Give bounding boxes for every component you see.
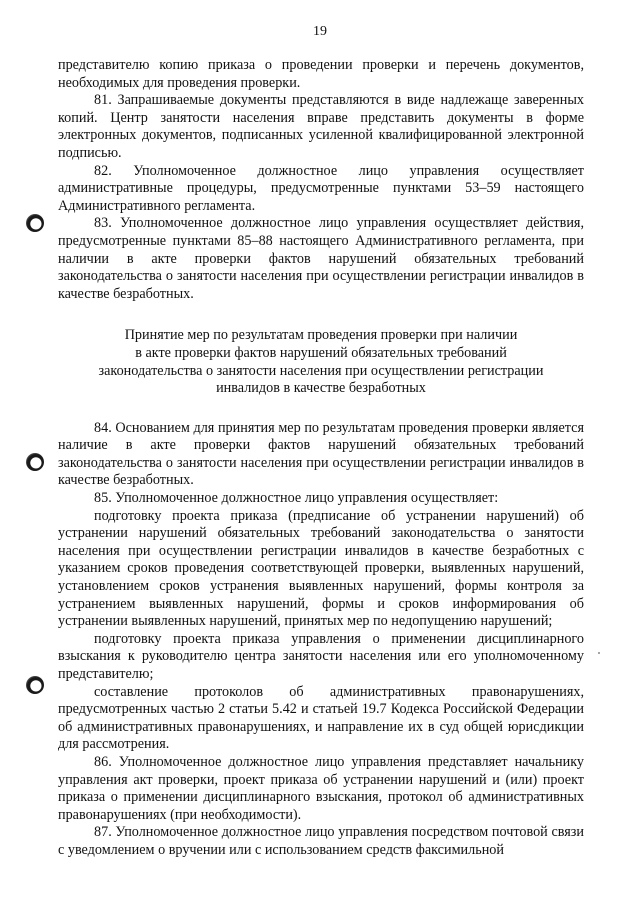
section-heading <box>58 327 584 397</box>
paragraph-83: 83. Уполномоченное должностное лицо управления осуществляет действия, предусмотренные пунктами 85–88 настоящего Административного регламента, при наличии в акте проверки фактов нарушений обязательных требований законодательства о занятости населения при осуществлении регистрации инвалидов в качестве безработных. <box>58 215 584 302</box>
paragraph-85: 85. Уполномоченное должностное лицо управления осуществляет: <box>94 490 499 507</box>
document-body <box>58 57 584 860</box>
paragraph-continuation: представителю копию приказа о проведении проверки и перечень документов, необходимых для проведения проверки. <box>58 57 584 91</box>
paragraph-85-item-2: подготовку проекта приказа управления о применении дисциплинарного взыскания к руководителю центра занятости населения или его уполномоченному представителю; <box>58 630 584 682</box>
paragraph-85-item-3: составление протоколов об административных правонарушениях, предусмотренных частью 2 статьи 5.42 и статьей 19.7 Кодекса Российской Федерации об административных правонарушениях, и направление их в суд общей юрисдикции для рассмотрения. <box>58 683 584 753</box>
page-number: 19 <box>313 24 327 39</box>
paragraph-85-item-1: подготовку проекта приказа (предписание об устранении нарушений) об устранении нарушений обязательных требований законодательства о занятости населения при осуществлении регистрации инвалидов в качестве безработных с указанием сроков проведения соответствующей проверки, выявленных нарушений, установлением сроков устранения выявленных нарушений, формы контроля за устранением выявленных нарушений, формы и сроков информирования об устранении выявленных нарушений, принятых мер по недопущению нарушений; <box>58 507 584 630</box>
section-heading-line-2: в акте проверки фактов нарушений обязательных требований <box>135 344 507 361</box>
section-heading-line-4: инвалидов в качестве безработных <box>216 380 426 397</box>
section-heading-line-1: Принятие мер по результатам проведения проверки при наличии <box>124 327 518 344</box>
punch-hole-3 <box>26 676 44 694</box>
punch-hole-1 <box>26 214 44 232</box>
paragraph-81: 81. Запрашиваемые документы представляются в виде надлежаще заверенных копий. Центр занятости населения вправе представить документы в форме электронных документов, подписанных усиленной квалифицированной электронной подписью. <box>58 92 584 161</box>
paragraph-84: 84. Основанием для принятия мер по результатам проведения проверки является наличие в акте проверки фактов нарушений обязательных требований законодательства о занятости населения при осуществлении регистрации инвалидов в качестве безработных. <box>58 419 584 489</box>
paragraph-87: 87. Уполномоченное должностное лицо управления посредством почтовой связи с уведомлением о вручении или с использованием средств факсимильной <box>58 824 584 858</box>
paragraph-82: 82. Уполномоченное должностное лицо управления осуществляет административные процедуры, предусмотренные пунктами 53–59 настоящего Административного регламента. <box>58 162 584 214</box>
scan-speck <box>598 652 600 654</box>
paragraph-86: 86. Уполномоченное должностное лицо управления представляет начальнику управления акт проверки, проект приказа об устранении нарушений и (или) проект приказа о применении дисциплинарного взыскания, протокол об административных правонарушениях (при необходимости). <box>58 753 584 823</box>
section-heading-line-3: законодательства о занятости населения при осуществлении регистрации <box>98 362 544 379</box>
punch-hole-2 <box>26 453 44 471</box>
